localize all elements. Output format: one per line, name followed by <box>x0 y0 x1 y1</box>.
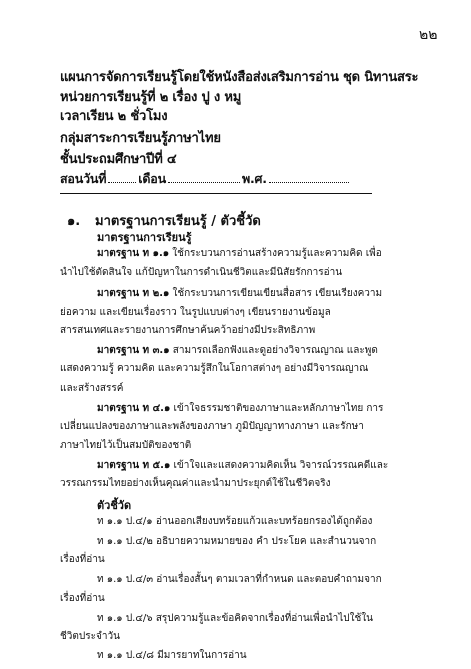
section-title: มาตรฐานการเรียนรู้ / ตัวชี้วัด <box>95 214 261 229</box>
indicator-line: ท ๑.๑ ป.๔/๘ มีมารยาทในการอ่าน <box>97 650 247 661</box>
standard-text: สามารถเลือกฟังและดูอย่างวิจารณญาณ และพูด <box>169 345 378 356</box>
standard-continuation: ภาษาไทยไว้เป็นสมบัติของชาติ <box>60 440 192 451</box>
indicator-line: ท ๑.๑ ป.๔/๒ อธิบายความหมายของ คำ ประโยค และสำนวนจาก <box>97 536 377 547</box>
standard-text: ใช้กระบวนการอ่านสร้างความรู้และความคิด เพื่อ <box>169 248 382 259</box>
indicator-continuation: เรื่องที่อ่าน <box>60 593 105 604</box>
indicators-heading: ตัวชี้วัด <box>97 499 132 512</box>
standard-line <box>97 461 388 471</box>
standard-code: มาตรฐาน ท ๒.๑ <box>97 288 170 299</box>
standard-code: มาตรฐาน ท ๕.๑ <box>97 460 171 471</box>
standard-continuation: และสร้างสรรค์ <box>60 383 124 394</box>
standard-continuation: สารสนเทศและรายงานการศึกษาค้นคว้าอย่างมีประสิทธิภาพ <box>60 325 316 336</box>
date-label: สอนวันที่ <box>60 171 107 186</box>
standard-line <box>97 249 382 259</box>
indicator-continuation: เรื่องที่อ่าน <box>60 554 105 565</box>
teaching-date-line <box>60 169 351 189</box>
plan-title: แผนการจัดการเรียนรู้โดยใช้หนังสือส่งเสริมการอ่าน ชุด นิทานสระ <box>60 70 419 85</box>
standard-code: มาตรฐาน ท ๑.๑ <box>97 248 170 259</box>
year-label: พ.ศ. <box>241 171 267 186</box>
standard-line <box>97 404 383 414</box>
study-time: เวลาเรียน ๒ ชั่วโมง <box>60 109 168 124</box>
standard-text: เข้าใจธรรมชาติของภาษาและหลักภาษาไทย การ <box>170 403 384 414</box>
year-blank <box>269 172 349 183</box>
indicator-line: ท ๑.๑ ป.๔/๖ สรุปความรู้และข้อคิดจากเรื่องที่อ่านเพื่อนำไปใช้ใน <box>97 613 373 624</box>
standard-line <box>97 289 382 299</box>
learning-unit: หน่วยการเรียนรู้ที่ ๒ เรื่อง ปู ง หมู <box>60 90 242 105</box>
standard-continuation: นำไปใช้ตัดสินใจ แก้ปัญหาในการดำเนินชีวิตและมีนิสัยรักการอ่าน <box>60 267 343 278</box>
standard-continuation: เปลี่ยนแปลงของภาษาและพลังของภาษา ภูมิปัญญาทางภาษา และรักษา <box>60 421 364 432</box>
standard-line <box>97 346 378 356</box>
indicator-line: ท ๑.๑ ป.๔/๑ อ่านออกเสียงบทร้อยแก้วและบทร้อยกรองได้ถูกต้อง <box>97 516 373 527</box>
standard-text: เข้าใจและแสดงความคิดเห็น วิจารณ์วรรณคดีและ <box>170 460 389 471</box>
month-blank <box>168 172 240 183</box>
subject-group: กลุ่มสาระการเรียนรู้ภาษาไทย <box>60 131 221 146</box>
indicator-line: ท ๑.๑ ป.๔/๓ อ่านเรื่องสั้นๆ ตามเวลาที่กำหนด และตอบคำถามจาก <box>97 574 382 585</box>
section-number: ๑. <box>67 214 81 229</box>
standards-heading: มาตรฐานการเรียนรู้ <box>97 231 192 244</box>
standard-code: มาตรฐาน ท ๓.๑ <box>97 345 170 356</box>
standard-text: ใช้กระบวนการเขียนเขียนสื่อสาร เขียนเรียงความ <box>169 288 383 299</box>
page-number: ๒๒ <box>419 27 438 43</box>
grade-level: ชั้นประถมศึกษาปีที่ ๔ <box>60 152 177 167</box>
standard-continuation: ย่อความ และเขียนเรื่องราว ในรูปแบบต่างๆ เขียนรายงานข้อมูล <box>60 307 331 318</box>
month-label: เดือน <box>138 171 166 186</box>
standard-code: มาตรฐาน ท ๔.๑ <box>97 403 171 414</box>
date-blank <box>108 172 136 183</box>
standard-continuation: วรรณกรรมไทยอย่างเห็นคุณค่าและนำมาประยุกต์ใช้ในชีวิตจริง <box>60 478 331 489</box>
standard-continuation: แสดงความรู้ ความคิด และความรู้สึกในโอกาสต่างๆ อย่างมีวิจารณญาณ <box>60 363 369 374</box>
indicator-continuation: ชีวิตประจำวัน <box>60 631 120 642</box>
header-divider <box>60 193 372 194</box>
